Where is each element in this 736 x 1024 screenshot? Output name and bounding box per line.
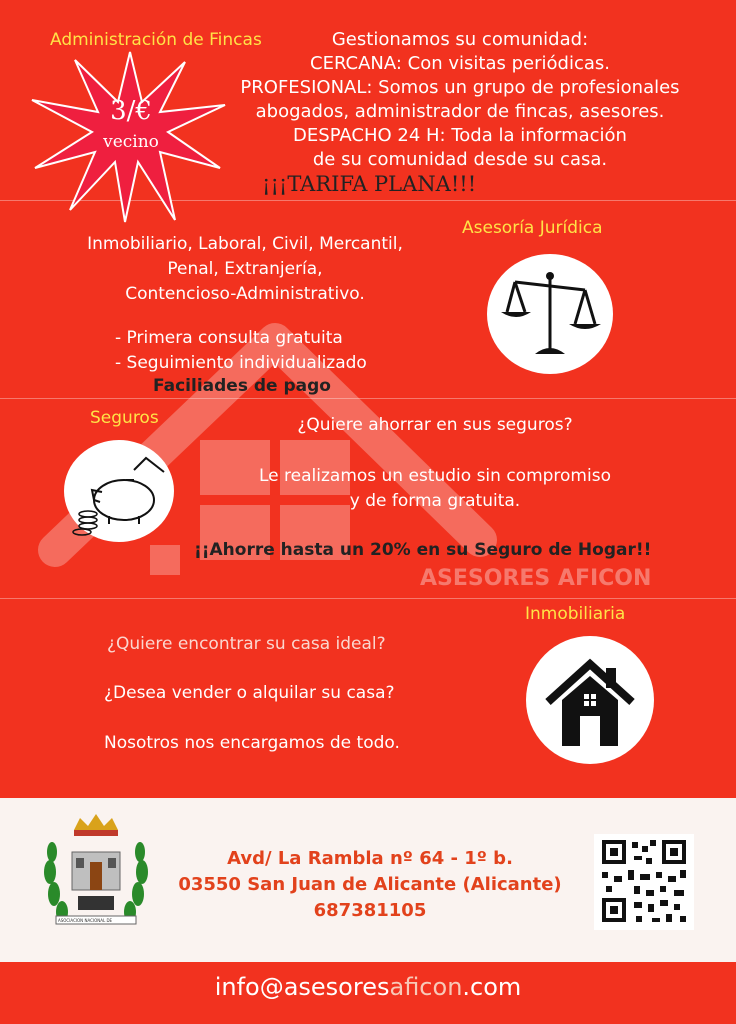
association-logo (40, 812, 152, 932)
header-line: PROFESIONAL: Somos un grupo de profesionales (240, 77, 680, 98)
insurance-offer (200, 464, 670, 514)
header-text-block (200, 28, 720, 172)
email-brand: aficon (389, 973, 463, 1001)
price-value: 3/€ (110, 96, 152, 126)
contact-email[interactable] (0, 962, 736, 1024)
house-icon-circle (526, 636, 654, 764)
insurance-offer-line: y de forma gratuita. (349, 491, 521, 511)
scales-icon (487, 254, 613, 374)
legal-area-line: Contencioso-Administrativo. (125, 284, 365, 304)
legal-areas (30, 232, 460, 307)
header-line: CERCANA: Con visitas periódicas. (310, 53, 610, 74)
insurance-title: Seguros (90, 408, 159, 428)
legal-payment: Faciliades de pago (153, 376, 331, 396)
legal-bullet: - Primera consulta gratuita (115, 328, 343, 348)
realestate-title: Inmobiliaria (525, 604, 626, 624)
legal-title: Asesoría Jurídica (462, 218, 603, 238)
divider-3 (0, 598, 736, 599)
watermark-text: ASESORES AFICON (420, 566, 652, 591)
badge-text: ASOCIACION NACIONAL DE (58, 918, 113, 923)
insurance-question: ¿Quiere ahorrar en sus seguros? (297, 415, 573, 435)
header-line: Gestionamos su comunidad: (331, 29, 589, 50)
contact-phone: 687381105 (313, 900, 427, 921)
header-line: DESPACHO 24 H: Toda la información (293, 125, 627, 146)
legal-bullets (115, 326, 367, 376)
header-line: de su comunidad desde su casa. (312, 149, 608, 170)
header-line: abogados, administrador de fincas, asesores. (255, 101, 665, 122)
fincas-title: Administración de Fincas (50, 30, 262, 50)
contact-band (0, 798, 736, 962)
scales-icon-circle (487, 254, 613, 374)
insurance-offer-line: Le realizamos un estudio sin compromiso (259, 466, 611, 486)
realestate-line-2: ¿Desea vender o alquilar su casa? (104, 683, 395, 703)
realestate-line-1: ¿Quiere encontrar su casa ideal? (107, 634, 386, 654)
contact-city: 03550 San Juan de Alicante (Alicante) (178, 874, 562, 895)
price-unit: vecino (103, 132, 159, 152)
legal-bullet: - Seguimiento individualizado (115, 353, 367, 373)
contact-address: Avd/ La Rambla nº 64 - 1º b. (227, 848, 513, 869)
piggy-bank-icon (64, 440, 174, 542)
piggy-bank-icon-circle (64, 440, 174, 542)
divider-2 (0, 398, 736, 399)
realestate-line-3: Nosotros nos encargamos de todo. (104, 733, 400, 753)
insurance-highlight: ¡¡Ahorre hasta un 20% en su Seguro de Hogar!! (194, 540, 652, 560)
email-tld: .com (462, 973, 522, 1001)
legal-area-line: Penal, Extranjería, (167, 259, 323, 279)
qr-code[interactable] (594, 834, 694, 930)
tarifa-plana: ¡¡¡TARIFA PLANA!!! (262, 172, 477, 196)
legal-area-line: Inmobiliario, Laboral, Civil, Mercantil, (87, 234, 403, 254)
house-icon (526, 636, 654, 764)
email-user: info@asesores (214, 973, 390, 1001)
